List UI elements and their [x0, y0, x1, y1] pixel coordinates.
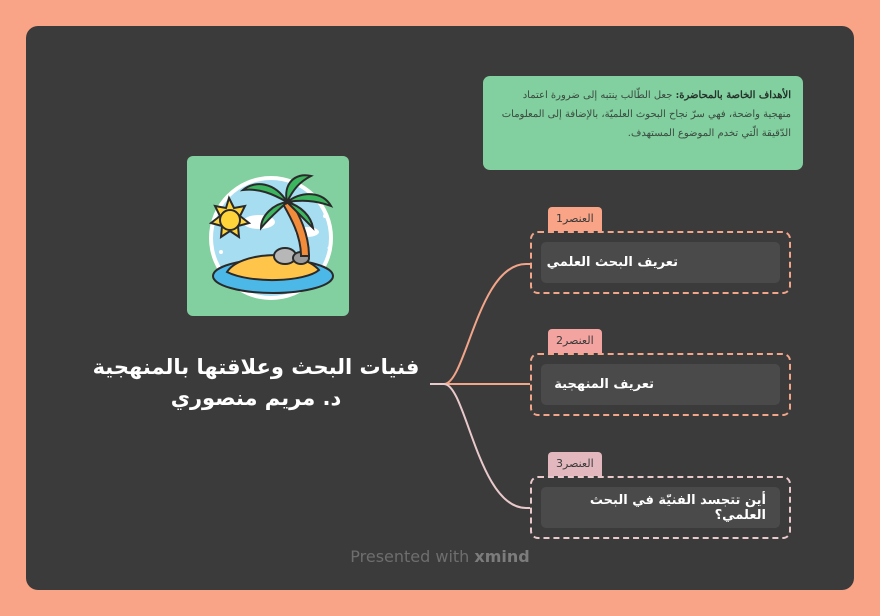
- branch-2-tag: العنصر2: [548, 329, 602, 353]
- branch-2-topic[interactable]: تعريف المنهجية: [541, 364, 780, 405]
- branch-1-topic[interactable]: تعريف البحث العلمي: [541, 242, 780, 283]
- branch-3[interactable]: [530, 457, 791, 539]
- branch-3-tag: العنصر3: [548, 452, 602, 476]
- branch-3-topic[interactable]: أين تتجسد الفنيّة في البحث العلمي؟: [541, 487, 780, 528]
- central-image[interactable]: [187, 156, 349, 316]
- footer-prefix: Presented with: [350, 547, 470, 566]
- connector-1: [430, 264, 530, 384]
- note-text: جعل الطّالب ينتبه إلى ضرورة اعتماد منهجية واضحة، فهي سرّ نجاح البحوث العلميّة، بالإضافة إلى المعلومات الدّقيقة الّتي تخدم الموضوع المستهدف.: [501, 90, 791, 139]
- mindmap-canvas[interactable]: [26, 26, 854, 590]
- presented-with-footer: [26, 547, 854, 566]
- central-topic[interactable]: [86, 352, 426, 414]
- central-topic-title: فنيات البحث وعلاقتها بالمنهجية: [92, 355, 420, 379]
- connector-3: [430, 384, 530, 508]
- note-label: الأهداف الخاصة بالمحاضرة:: [675, 90, 791, 101]
- branch-1[interactable]: [530, 212, 791, 294]
- xmind-logo: xmind: [474, 547, 530, 566]
- objectives-note[interactable]: [483, 76, 803, 170]
- central-topic-author: د. مريم منصوري: [170, 386, 342, 410]
- branch-1-tag: العنصر1: [548, 207, 602, 231]
- island-palm-tree-sun-icon: [187, 156, 349, 316]
- branch-2[interactable]: [530, 334, 791, 416]
